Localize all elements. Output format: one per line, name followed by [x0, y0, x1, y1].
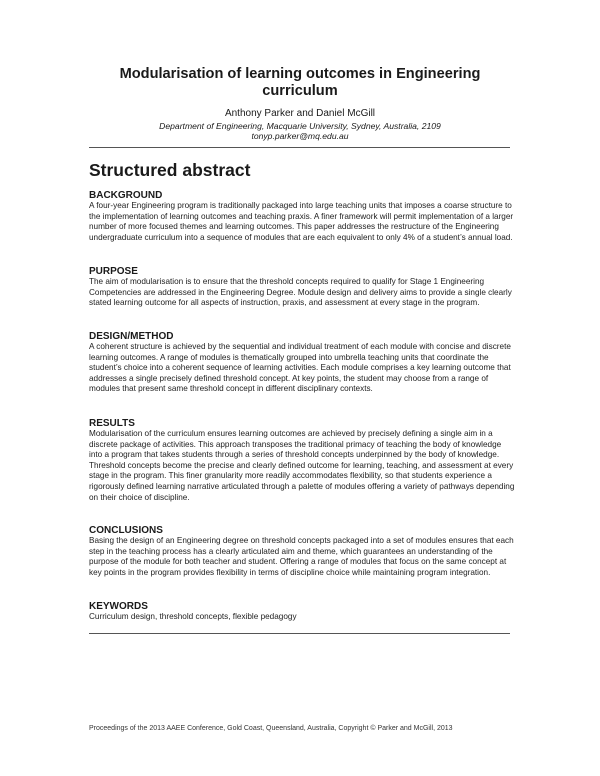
author-affiliation: Department of Engineering, Macquarie University, Sydney, Australia, 2109: [159, 121, 441, 131]
author-names: Anthony Parker and Daniel McGill: [224, 108, 376, 119]
design-method-heading: DESIGN/METHOD: [89, 331, 174, 342]
purpose-heading: PURPOSE: [89, 266, 138, 277]
abstract-heading: Structured abstract: [89, 160, 251, 180]
bottom-divider: [89, 633, 510, 634]
top-divider: [89, 147, 510, 148]
purpose-text: The aim of modularisation is to ensure that the threshold concepts required to qualify for Stage 1 Engineering Competencies are addressed in the Engineering Degree. Module design and delivery aims to provide a single clearly stated learning outcome for all aspects of instruction, praxis, and assessment at every stage in the program.: [89, 277, 512, 308]
conclusions-heading: CONCLUSIONS: [89, 525, 163, 536]
keywords-text: Curriculum design, threshold concepts, flexible pedagogy: [89, 612, 297, 621]
background-heading: BACKGROUND: [89, 190, 163, 201]
keywords-heading: KEYWORDS: [89, 601, 148, 612]
conclusions-text: Basing the design of an Engineering degree on threshold concepts packaged into a set of modules ensures that each step in the teaching process has a clearly articulated aim and theme, which guarantees an understanding of the purpose of the module for both teacher and student. Offering a range of modules that focus on the same concept at key points in the program provides flexibility in terms of discipline choice while maintaining program integration.: [89, 536, 514, 577]
proceedings-footer: Proceedings of the 2013 AAEE Conference, Gold Coast, Queensland, Australia, Copyright © Parker and McGill, 2013: [89, 725, 453, 732]
author-email: tonyp.parker@mq.edu.au: [251, 131, 349, 141]
paper-title: Modularisation of learning outcomes in Engineering curriculum: [119, 66, 481, 99]
results-heading: RESULTS: [89, 418, 135, 429]
results-text: Modularisation of the curriculum ensures learning outcomes are achieved by precisely defining a single aim in a discrete package of activities. This approach transposes the traditional primacy of teaching the body of knowledge into a program that takes students through a series of threshold concepts underpinned by the body of knowledge. Threshold concepts become the precise and clearly defined outcome for learning, teaching, and assessment at every stage in the program. This finer granularity more readily accommodates flexibility, so that students experience a rigorously defined learning narrative articulated through a palette of modules offering a variety of pathways depending on their choice of discipline.: [89, 429, 515, 502]
background-text: A four-year Engineering program is traditionally packaged into large teaching units that imposes a coarse structure to the implementation of learning outcomes and teaching praxis. A finer framework will permit implementation of a larger number of more focused themes and learning outcomes. This paper addresses the restructure of the Engineering undergraduate curriculum into a sequence of modules that are each equivalent to only 4% of a student’s annual load.: [89, 201, 514, 242]
design-method-text: A coherent structure is achieved by the sequential and individual treatment of each module with concise and discrete learning outcomes. A range of modules is thematically grouped into umbrella teaching units that coordinate the student’s choice into a coherent sequence of learning activities. Each module comprises a key learning outcome that addresses a single precisely defined threshold concept. At key points, the student may choose from a range of modules that present same threshold concept in different disciplinary contexts.: [89, 342, 511, 394]
